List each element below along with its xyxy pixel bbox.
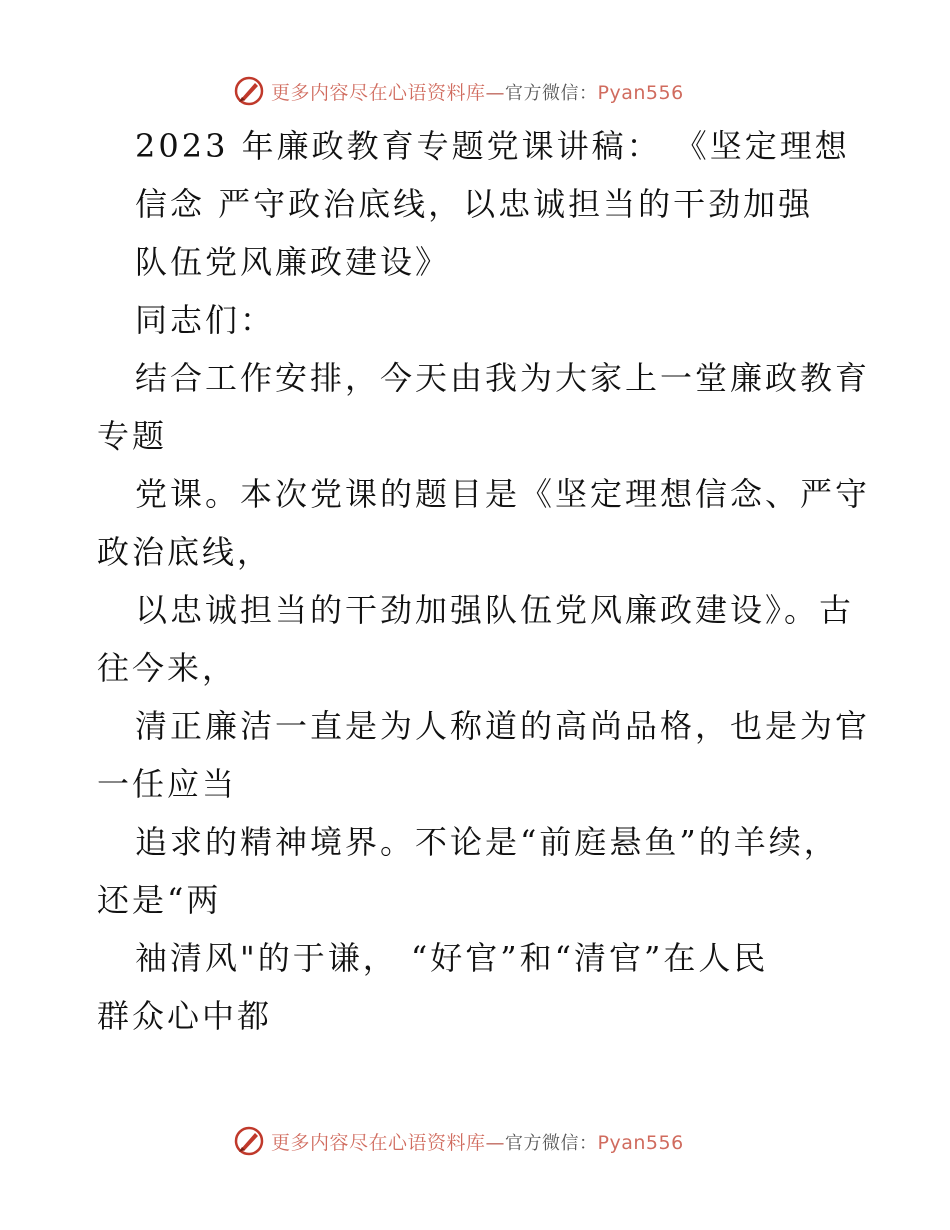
- watermark-wechat-id: Pyan556: [597, 1131, 684, 1154]
- watermark-dash: —: [485, 81, 506, 104]
- text-line: 专题: [97, 417, 168, 455]
- text-line: 一任应当: [97, 765, 238, 803]
- text-line: 政治底线，: [97, 533, 273, 571]
- text-line: 追求的精神境界。不论是“前庭悬鱼”的羊续，: [135, 823, 839, 861]
- text-line: 以忠诚担当的干劲加强队伍党风廉政建设》。古: [135, 591, 855, 629]
- text-line: 信念 严守政治底线，以忠诚担当的干劲加强: [135, 185, 814, 223]
- text-line: 队伍党风廉政建设》: [135, 243, 451, 281]
- watermark-footer: [233, 1123, 684, 1159]
- watermark-main: 更多内容尽在心语资料库: [271, 81, 486, 104]
- text-line: 结合工作安排，今天由我为大家上一堂廉政教育: [135, 359, 871, 397]
- text-line: 清正廉洁一直是为人称道的高尚品格，也是为官: [135, 707, 871, 745]
- watermark-main: 更多内容尽在心语资料库: [271, 1131, 486, 1154]
- watermark-dash: —: [485, 1131, 506, 1154]
- text-line: 还是“两: [97, 881, 222, 919]
- text-line: 袖清风"的于谦， “好官”和“清官”在人民: [135, 939, 769, 977]
- text-line: 往今来，: [97, 649, 238, 687]
- watermark-wechat-label: 官方微信：: [505, 1132, 598, 1154]
- text-line: 群众心中都: [97, 997, 273, 1035]
- text-line: 同志们：: [135, 301, 276, 339]
- watermark-wechat-id: Pyan556: [597, 81, 684, 104]
- watermark-text: [271, 1128, 684, 1155]
- watermark-wechat-label: 官方微信：: [505, 82, 598, 104]
- text-line: 2023 年廉政教育专题党课讲稿： 《坚定理想: [135, 127, 850, 165]
- text-line: 党课。本次党课的题目是《坚定理想信念、严守: [135, 475, 871, 513]
- quill-pen-icon: [233, 1125, 265, 1157]
